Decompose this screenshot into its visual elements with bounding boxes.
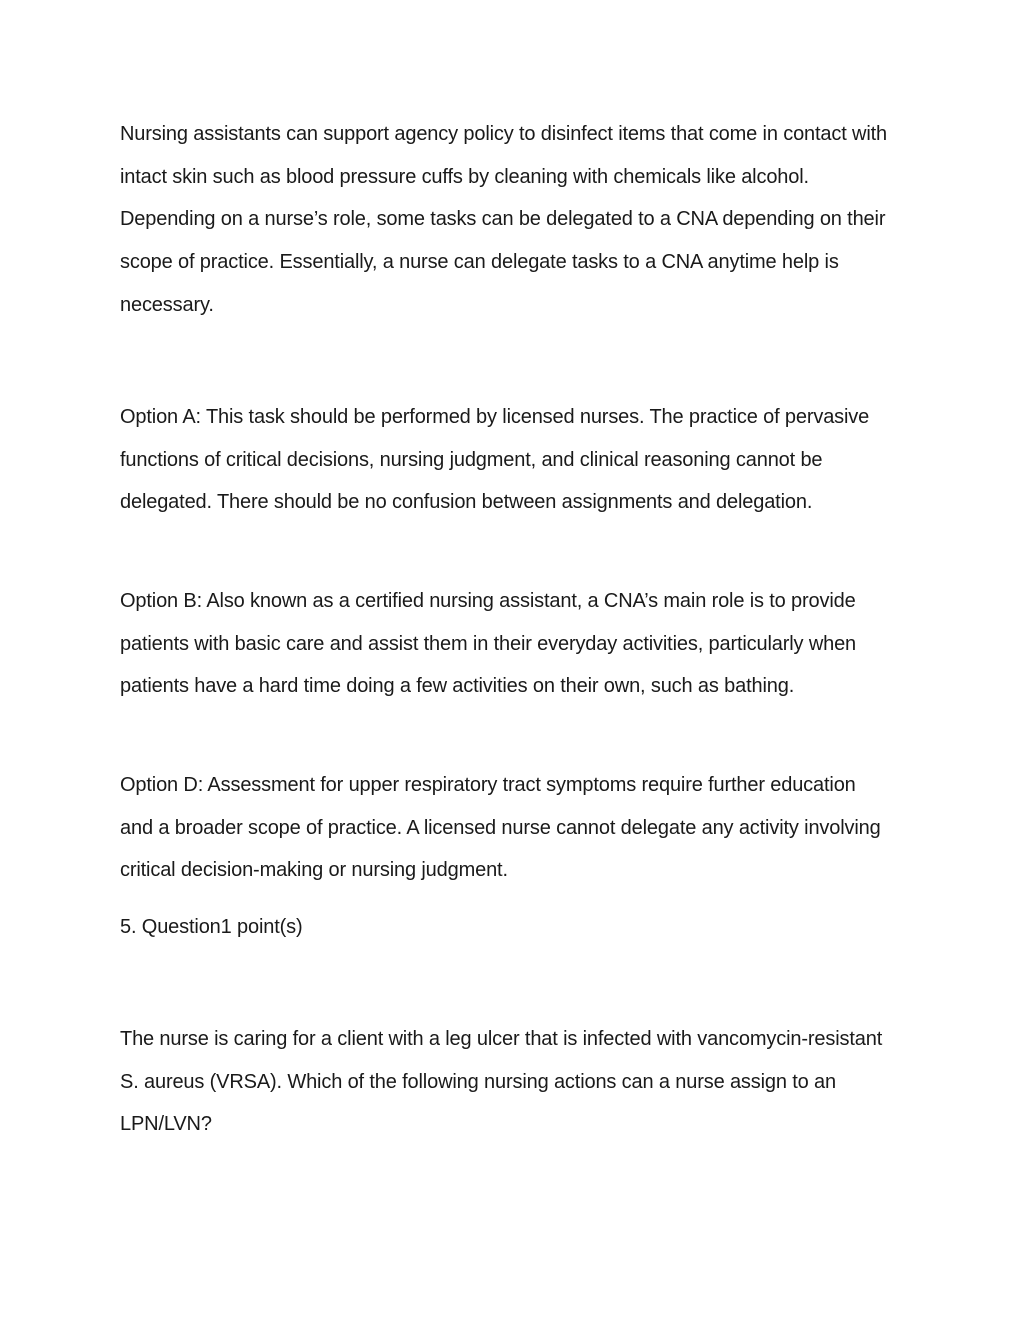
option-b-explanation: Option B: Also known as a certified nursing assistant, a CNA’s main role is to provide patients with basic care and assist them in their everyday activities, particularly when patients have a hard time doing a few activities on their own, such as bathing. xyxy=(120,590,857,698)
option-d-explanation: Option D: Assessment for upper respiratory tract symptoms require further education and a broader scope of practice. A licensed nurse cannot delegate any activity involving critical decision-making or nursing judgment. xyxy=(120,774,881,882)
rationale-paragraph: Nursing assistants can support agency policy to disinfect items that come in contact with intact skin such as blood pressure cuffs by cleaning with chemicals like alcohol. Depending on a nurse’s role, some tasks can be delegated to a CNA depending on their scope of practice. Essentially, a nurse can delegate tasks to a CNA anytime help is necessary. xyxy=(120,123,888,316)
question-header: 5. Question1 point(s) xyxy=(120,916,303,938)
question-text: The nurse is caring for a client with a leg ulcer that is infected with vancomycin-resistant S. aureus (VRSA). Which of the following nursing actions can a nurse assign to an LPN/LVN? xyxy=(120,1028,883,1136)
option-a-explanation: Option A: This task should be performed by licensed nurses. The practice of pervasive functions of critical decisions, nursing judgment, and clinical reasoning cannot be delegated. There should be no confusion between assignments and delegation. xyxy=(120,406,870,514)
